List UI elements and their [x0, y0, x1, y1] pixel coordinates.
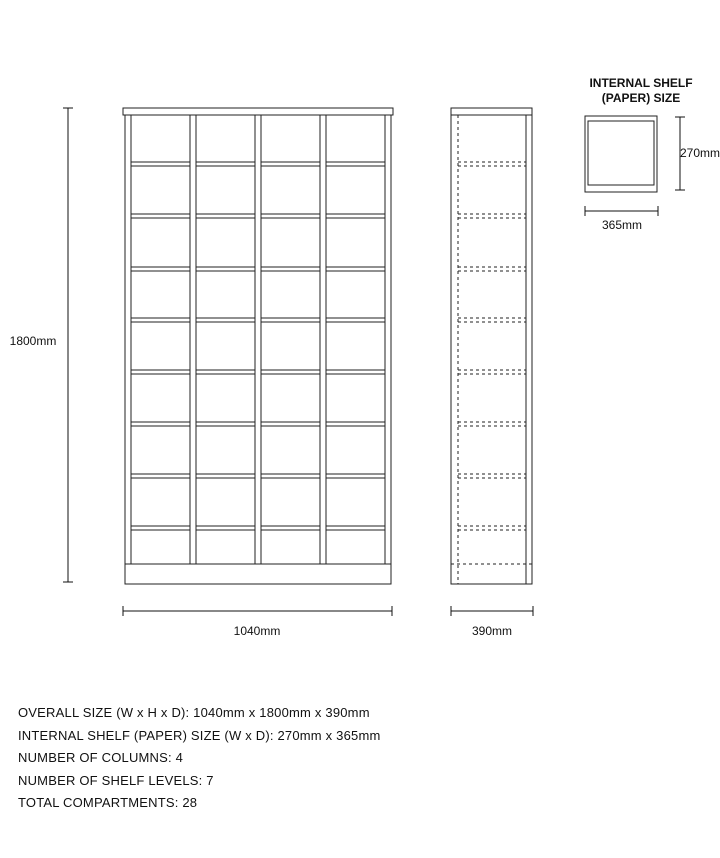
- spec-number-of-columns: NUMBER OF COLUMNS: 4: [18, 750, 184, 765]
- width-label: 1040mm: [233, 624, 281, 638]
- depth-label: 390mm: [471, 624, 513, 638]
- shelf-height-label: 270mm: [679, 146, 720, 160]
- shelf-detail: [585, 116, 657, 192]
- spec-overall-size: OVERALL SIZE (W x H x D): 1040mm x 1800mm x 390mm: [18, 705, 370, 720]
- shelf-depth-label: 365mm: [601, 218, 643, 232]
- side-carcass: [451, 108, 532, 584]
- spec-total-compartments: TOTAL COMPARTMENTS: 28: [18, 795, 198, 810]
- front-top-board: [123, 108, 393, 115]
- front-shelf-grid: [131, 115, 385, 564]
- specifications-list: [18, 702, 381, 815]
- spec-number-of-shelf-levels: NUMBER OF SHELF LEVELS: 7: [18, 772, 214, 788]
- shelf-detail-inner: [588, 121, 654, 185]
- shelf-detail-title-line1: INTERNAL SHELF: [589, 76, 693, 90]
- front-carcass: [125, 115, 391, 584]
- side-shelf-grid: [458, 162, 526, 530]
- spec-internal-shelf-size: INTERNAL SHELF (PAPER) SIZE (W x D): 270mm x 365mm: [18, 727, 381, 743]
- front-elevation: [123, 108, 393, 584]
- shelf-detail-title-line2: (PAPER) SIZE: [601, 91, 681, 105]
- height-label: 1800mm: [9, 334, 57, 348]
- shelf-detail-outer: [585, 116, 657, 192]
- side-elevation: [451, 108, 532, 584]
